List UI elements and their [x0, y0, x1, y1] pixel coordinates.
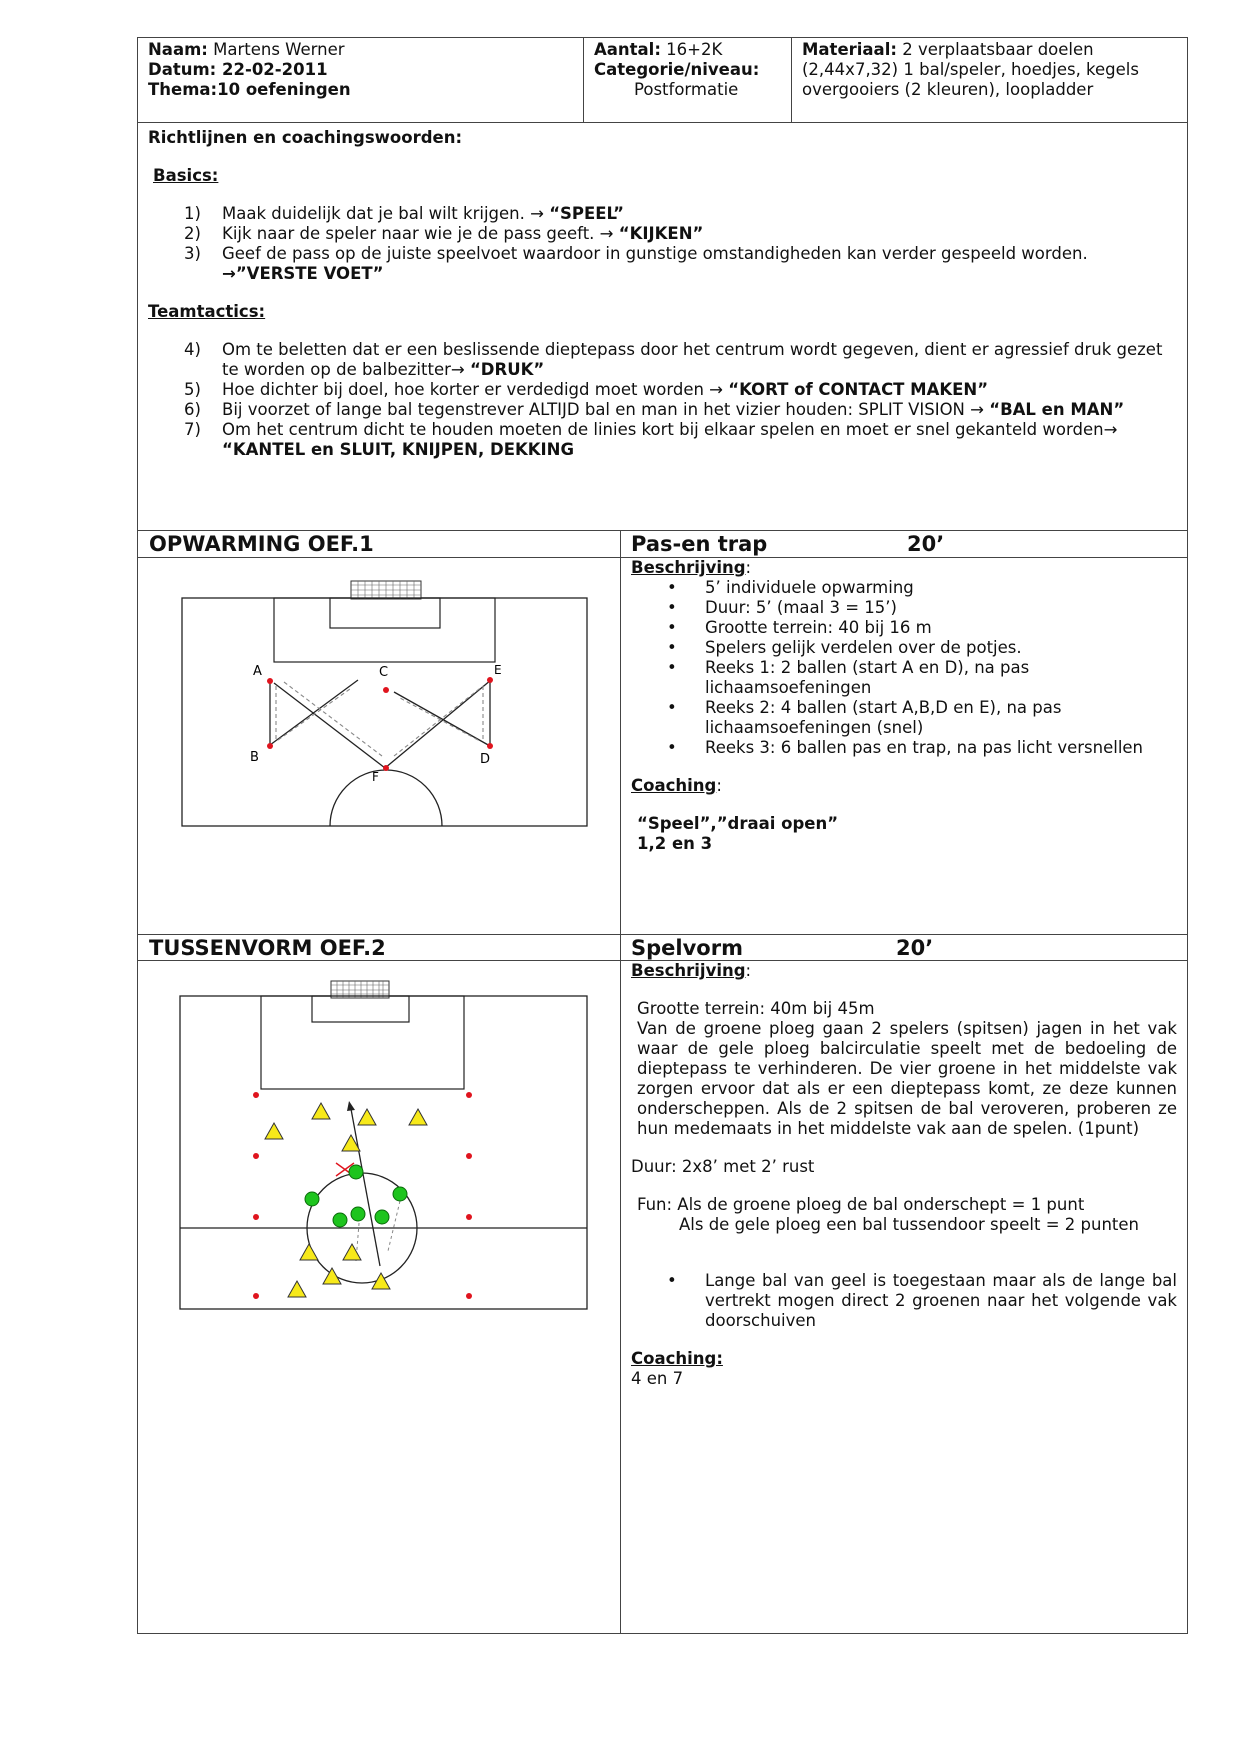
- ex2-coaching-label: Coaching:: [631, 1349, 723, 1368]
- ex1-label-c: C: [379, 665, 389, 680]
- list-item: • Reeks 1: 2 ballen (start A en D), na pas lichaamsoefeningen: [631, 658, 1177, 698]
- teamtactics-list: [148, 340, 1177, 460]
- training-sheet: [137, 37, 1188, 1634]
- materiaal-value-2: (2,44x7,32) 1 bal/speler, hoedjes, kegels: [802, 60, 1139, 79]
- header-row: [138, 38, 1187, 123]
- guidelines-section: [138, 122, 1187, 531]
- ex2-diagram-cell: [138, 961, 620, 1634]
- ex2-coaching-value: 4 en 7: [631, 1369, 684, 1388]
- basics-item: 2) Kijk naar de speler naar wie je de pass geeft. → “KIJKEN”: [184, 224, 704, 243]
- categorie-value: Postformatie: [634, 80, 739, 99]
- ex1-right-title: Pas-en trap: [631, 532, 768, 556]
- list-item: • Reeks 2: 4 ballen (start A,B,D en E), na pas lichaamsoefeningen (snel): [631, 698, 1177, 738]
- ex1-description-cell: Beschrijving: • 5’ individuele opwarming • Duur: 5’ (maal 3 = 15’) • Grootte terrein: 40 bij 16 m • Spelers gelijk verdelen over de potjes. • Reeks 1: 2 ballen (start A en D), na pas lichaamsoefeningen • Reeks 2: 4 ballen (start A,B,D en E), na pas lichaamsoefeningen (snel) • Reeks 3: 6 ballen pas en trap, na pas licht versnellen Coaching: “Speel”,”draai open” 1,2 en 3: [621, 558, 1187, 934]
- datum-label: Datum:: [148, 60, 217, 79]
- aantal-label: Aantal:: [594, 40, 661, 59]
- ex1-desc-label: Beschrijving: [631, 558, 746, 577]
- ex1-right-title-row: [620, 531, 1188, 558]
- naam-value: Martens Werner: [207, 40, 345, 59]
- ex1-diagram-cell: [138, 558, 620, 934]
- ex1-label-f: F: [372, 770, 379, 784]
- list-item: • Lange bal van geel is toegestaan maar als de lange bal vertrekt mogen direct 2 groenen naar het volgende vak doorschuiven: [631, 1271, 1177, 1331]
- list-item: • Duur: 5’ (maal 3 = 15’): [631, 598, 1177, 618]
- datum-value: 22-02-2011: [216, 60, 328, 79]
- aantal-value: 16+2K: [660, 40, 723, 59]
- list-item: • Grootte terrein: 40 bij 16 m: [631, 618, 1177, 638]
- naam-label: Naam:: [148, 40, 208, 59]
- teamtactics-item: 7) Om het centrum dicht te houden moeten de linies kort bij elkaar spelen en moet er snel gekanteld worden→ “KANTEL en SLUIT, KNIJPEN, DEKKING: [184, 420, 1118, 459]
- ex1-left-title: OPWARMING OEF.1: [138, 531, 620, 558]
- ex1-bullet-list: [631, 578, 1177, 758]
- ex1-duration: 20’: [907, 532, 945, 556]
- ex1-coaching-2: 1,2 en 3: [637, 834, 713, 853]
- ex1-label-a: A: [253, 664, 262, 679]
- ex2-fun-1: Fun: Als de groene ploeg de bal onderschept = 1 punt: [637, 1195, 1085, 1214]
- ex2-field-size: Grootte terrein: 40m bij 45m: [637, 999, 875, 1018]
- materiaal-label: Materiaal:: [802, 40, 897, 59]
- basics-title: Basics:: [153, 166, 219, 185]
- teamtactics-item: 4) Om te beletten dat er een beslissende dieptepass door het centrum wordt gegeven, dient er agressief druk gezet te worden op de balbezitter→ “DRUK”: [184, 340, 1163, 379]
- ex2-right-title-row: [620, 934, 1188, 961]
- ex2-duration-text: Duur: 2x8’ met 2’ rust: [631, 1157, 815, 1176]
- ex2-fun-2: Als de gele ploeg een bal tussendoor speelt = 2 punten: [679, 1215, 1140, 1234]
- ex1-label-d: D: [480, 752, 491, 767]
- ex2-description-text: Van de groene ploeg gaan 2 spelers (spitsen) jagen in het vak waar de gele ploeg balcirculatie speelt met de bedoeling de dieptepass te verhinderen. De vier groene in het middelste vak zorgen ervoor dat als er een dieptepass komt, ze deze kunnen onderscheppen. Als de 2 spitsen de bal veroveren, proberen ze hun medemaats in het middelste vak aan de spelen. (1punt): [637, 1019, 1177, 1138]
- ex2-description-cell: Beschrijving: Grootte terrein: 40m bij 45m Van de groene ploeg gaan 2 spelers (spitsen) jagen in het vak waar de gele ploeg balcirculatie speelt met de bedoeling de dieptepass te verhinderen. De vier groene in het middelste vak zorgen ervoor dat als er een dieptepass komt, ze deze kunnen onderscheppen. Als de 2 spitsen de bal veroveren, proberen ze hun medemaats in het middelste vak aan de spelen. (1punt) Duur: 2x8’ met 2’ rust Fun: Als de groene ploeg de bal onderschept = 1 punt Als de gele ploeg een bal tussendoor speelt = 2 punten • Lange bal van geel is toegestaan maar als de lange bal vertrekt mogen direct 2 groenen naar het volgende vak doorschuiven Coaching: 4 en 7: [621, 961, 1187, 1634]
- materiaal-value-3: overgooiers (2 kleuren), loopladder: [802, 80, 1094, 99]
- teamtactics-item: 5) Hoe dichter bij doel, hoe korter er verdedigd moet worden → “KORT of CONTACT MAKEN”: [184, 380, 989, 399]
- categorie-label: Categorie/niveau:: [594, 60, 760, 79]
- ex2-left-title: TUSSENVORM OEF.2: [138, 934, 620, 961]
- ex2-bullet-list: [631, 1271, 1177, 1331]
- ex1-label-b: B: [250, 750, 259, 765]
- list-item: • 5’ individuele opwarming: [631, 578, 1177, 598]
- ex2-field-diagram: [138, 961, 620, 1321]
- guidelines-title: Richtlijnen en coachingswoorden:: [148, 128, 463, 147]
- list-item: • Reeks 3: 6 ballen pas en trap, na pas licht versnellen: [631, 738, 1177, 758]
- basics-list: [148, 204, 1177, 284]
- list-item: • Spelers gelijk verdelen over de potjes.: [631, 638, 1177, 658]
- ex1-coaching-1: “Speel”,”draai open”: [637, 814, 839, 833]
- ex1-label-e: E: [494, 663, 502, 677]
- ex2-desc-label: Beschrijving: [631, 961, 746, 980]
- header-material-cell: [792, 38, 1188, 122]
- ex1-coaching-label: Coaching: [631, 776, 717, 795]
- thema-label: Thema:: [148, 80, 218, 99]
- ex2-duration: 20’: [896, 936, 934, 960]
- teamtactics-item: 6) Bij voorzet of lange bal tegenstrever ALTIJD bal en man in het vizier houden: SPLIT VISION → “BAL en MAN”: [184, 400, 1125, 419]
- teamtactics-title: Teamtactics:: [148, 302, 266, 321]
- ex1-field-diagram: [138, 558, 620, 934]
- basics-item: 3) Geef de pass op de juiste speelvoet waardoor in gunstige omstandigheden kan verder gespeeld worden. →”VERSTE VOET”: [184, 244, 1088, 283]
- thema-value: 10 oefeningen: [217, 80, 351, 99]
- header-count-cell: [584, 38, 792, 122]
- header-name-cell: [138, 38, 584, 122]
- materiaal-value-1: 2 verplaatsbaar doelen: [896, 40, 1094, 59]
- basics-item: 1) Maak duidelijk dat je bal wilt krijgen. → “SPEEL”: [184, 204, 624, 223]
- ex2-right-title: Spelvorm: [631, 936, 743, 960]
